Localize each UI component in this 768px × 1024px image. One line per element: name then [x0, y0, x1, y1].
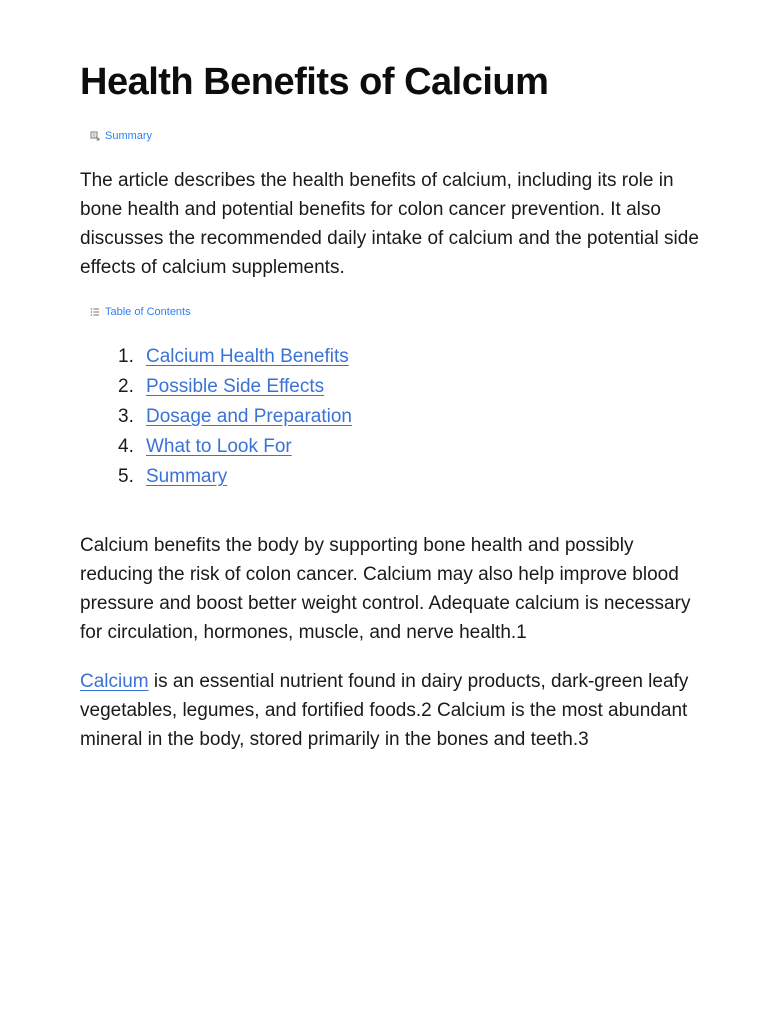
toc-item-number: 2.: [118, 376, 134, 397]
body-paragraph: Calcium benefits the body by supporting bone health and possibly reducing the risk of colon cancer. Calcium may also help improve blood pressure and boost better weight control. Adequate calcium is necessary for circulation, hormones, muscle, and nerve health.1: [80, 535, 691, 643]
toc-item-number: 1.: [118, 346, 134, 367]
summary-chip[interactable]: [90, 129, 152, 143]
body-paragraph-2-text: is an essential nutrient found in dairy products, dark-green leafy vegetables, legumes, and fortified foods.2 Calcium is the most abundant mineral in the body, stored primarily in the bones and teeth.3: [80, 671, 689, 750]
toc-link-calcium-health-benefits[interactable]: Calcium Health Benefits: [146, 346, 349, 367]
body-paragraph-2: [80, 667, 700, 754]
page-title: Health Benefits of Calcium: [80, 61, 549, 103]
toc-link-summary[interactable]: Summary: [146, 466, 228, 487]
toc-link-dosage-and-preparation[interactable]: Dosage and Preparation: [146, 406, 352, 427]
summary-chip-label: Summary: [105, 130, 153, 142]
calcium-link[interactable]: Calcium: [80, 671, 149, 692]
toc-chip-label: Table of Contents: [105, 306, 191, 318]
table-of-contents: [118, 342, 352, 492]
toc-link-possible-side-effects[interactable]: Possible Side Effects: [146, 376, 325, 397]
toc-item-number: 3.: [118, 406, 134, 427]
toc-item: [118, 342, 352, 372]
toc-item-number: 4.: [118, 436, 134, 457]
toc-item: [118, 462, 352, 492]
summary-paragraph: The article describes the health benefits of calcium, including its role in bone health and potential benefits for colon cancer prevention. It also discusses the recommended daily intake of calcium and the potential side effects of calcium supplements.: [80, 170, 699, 278]
toc-link-what-to-look-for[interactable]: What to Look For: [146, 436, 292, 457]
toc-chip[interactable]: [90, 305, 191, 319]
toc-item-number: 5.: [118, 466, 134, 487]
summary-icon: [90, 131, 100, 141]
toc-item: [118, 432, 352, 462]
list-icon: [90, 307, 100, 317]
toc-item: [118, 372, 352, 402]
toc-item: [118, 402, 352, 432]
